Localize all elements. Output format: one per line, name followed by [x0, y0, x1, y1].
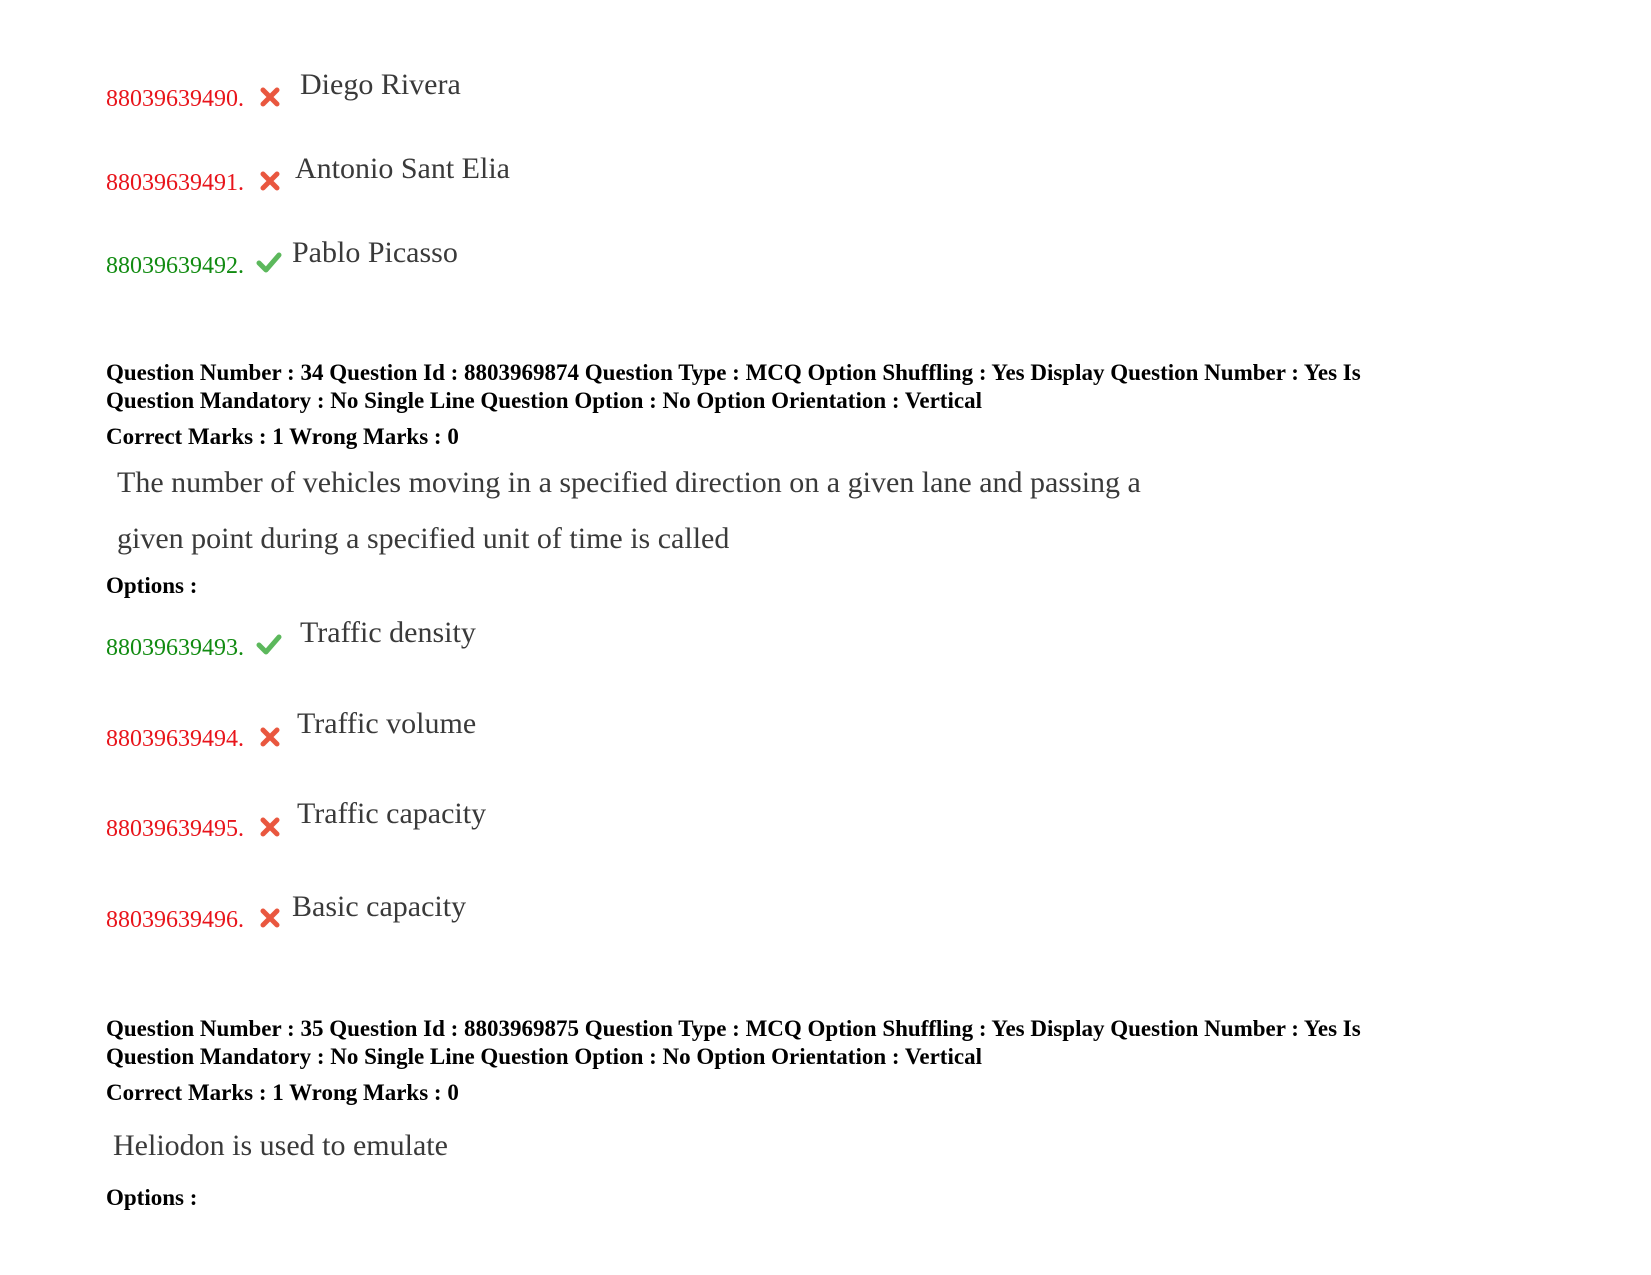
question-text: given point during a specified unit of time is called	[117, 522, 730, 555]
question-meta	[106, 359, 1566, 415]
cross-icon	[259, 816, 281, 838]
cross-icon	[259, 726, 281, 748]
cross-icon	[259, 907, 281, 929]
option-text: Traffic density	[300, 616, 476, 649]
marks-line: Correct Marks : 1 Wrong Marks : 0	[106, 1080, 459, 1105]
question-text: The number of vehicles moving in a specified direction on a given lane and passing a	[117, 466, 1141, 499]
check-icon	[256, 633, 282, 655]
option-id: 88039639495.	[106, 816, 244, 842]
option-id: 88039639491.	[106, 170, 244, 196]
meta-line: Question Number : 35 Question Id : 8803969875 Question Type : MCQ Option Shuffling : Yes Display Question Number : Yes Is	[106, 1016, 1361, 1041]
option-text: Traffic capacity	[297, 797, 487, 830]
meta-line: Question Number : 34 Question Id : 8803969874 Question Type : MCQ Option Shuffling : Yes Display Question Number : Yes Is	[106, 360, 1361, 385]
cross-icon	[259, 170, 281, 192]
option-id: 88039639496.	[106, 907, 244, 933]
check-icon	[256, 251, 282, 273]
meta-line: Question Mandatory : No Single Line Question Option : No Option Orientation : Vertical	[106, 388, 982, 413]
option-id: 88039639494.	[106, 726, 244, 752]
option-id: 88039639492.	[106, 253, 244, 279]
marks-line: Correct Marks : 1 Wrong Marks : 0	[106, 424, 459, 449]
option-text: Pablo Picasso	[292, 236, 458, 269]
question-text: Heliodon is used to emulate	[113, 1129, 448, 1162]
options-label: Options :	[106, 1185, 198, 1210]
option-text: Antonio Sant Elia	[295, 152, 510, 185]
meta-line: Question Mandatory : No Single Line Question Option : No Option Orientation : Vertical	[106, 1044, 982, 1069]
option-text: Traffic volume	[297, 707, 477, 740]
cross-icon	[259, 86, 281, 108]
question-meta	[106, 1015, 1566, 1071]
option-id: 88039639490.	[106, 86, 244, 112]
option-text: Basic capacity	[292, 890, 467, 923]
options-label: Options :	[106, 573, 198, 598]
option-id: 88039639493.	[106, 635, 244, 661]
option-text: Diego Rivera	[300, 68, 461, 101]
